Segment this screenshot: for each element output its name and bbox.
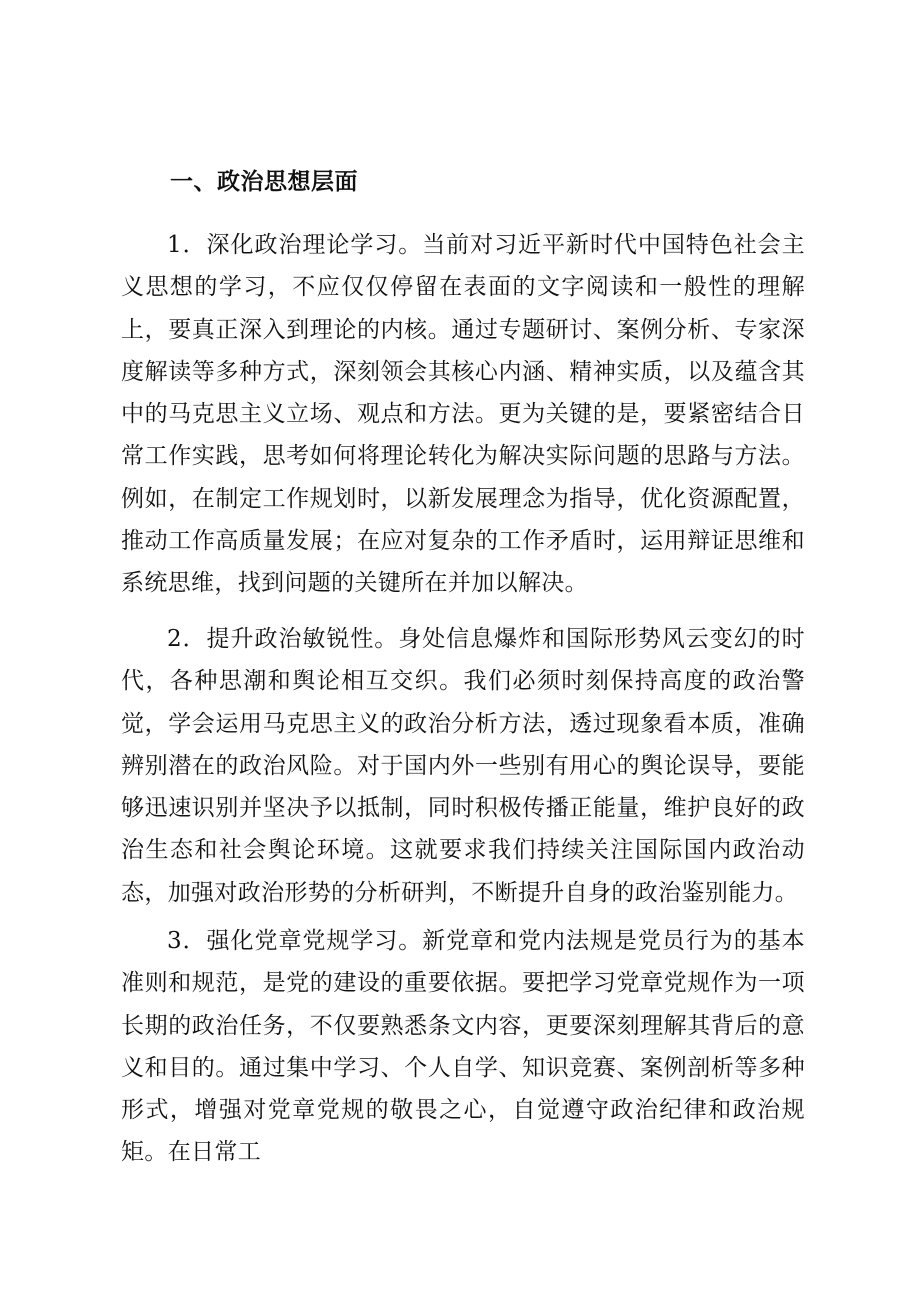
paragraph-1: 1．深化政治理论学习。当前对习近平新时代中国特色社会主义思想的学习，不应仅仅停留在表面的文字阅读和一般性的理解上，要真正深入到理论的内核。通过专题研讨、案例分析、专家深度解读等多种方式，深刻领会其核心内涵、精神实质，以及蕴含其中的马克思主义立场、观点和方法。更为关键的是，要紧密结合日常工作实践，思考如何将理论转化为解决实际问题的思路与方法。例如，在制定工作规划时，以新发展理念为指导，优化资源配置，推动工作高质量发展；在应对复杂的工作矛盾时，运用辩证思维和系统思维，找到问题的关键所在并加以解决。 [121,232,805,597]
paragraph-2: 2．提升政治敏锐性。身处信息爆炸和国际形势风云变幻的时代，各种思潮和舆论相互交织。我们必须时刻保持高度的政治警觉，学会运用马克思主义的政治分析方法，透过现象看本质，准确辨别潜在的政治风险。对于国内外一些别有用心的舆论误导，要能够迅速识别并坚决予以抵制，同时积极传播正能量，维护良好的政治生态和社会舆论环境。这就要求我们持续关注国际国内政治动态，加强对政治形势的分析研判，不断提升自身的政治鉴别能力。 [121,626,805,906]
section-heading: 一、政治思想层面 [170,169,358,195]
paragraph-3: 3．强化党章党规学习。新党章和党内法规是党员行为的基本准则和规范，是党的建设的重要依据。要把学习党章党规作为一项长期的政治任务，不仅要熟悉条文内容，更要深刻理解其背后的意义和目的。通过集中学习、个人自学、知识竞赛、案例剖析等多种形式，增强对党章党规的敬畏之心，自觉遵守政治纪律和政治规矩。在日常工 [121,928,805,1166]
